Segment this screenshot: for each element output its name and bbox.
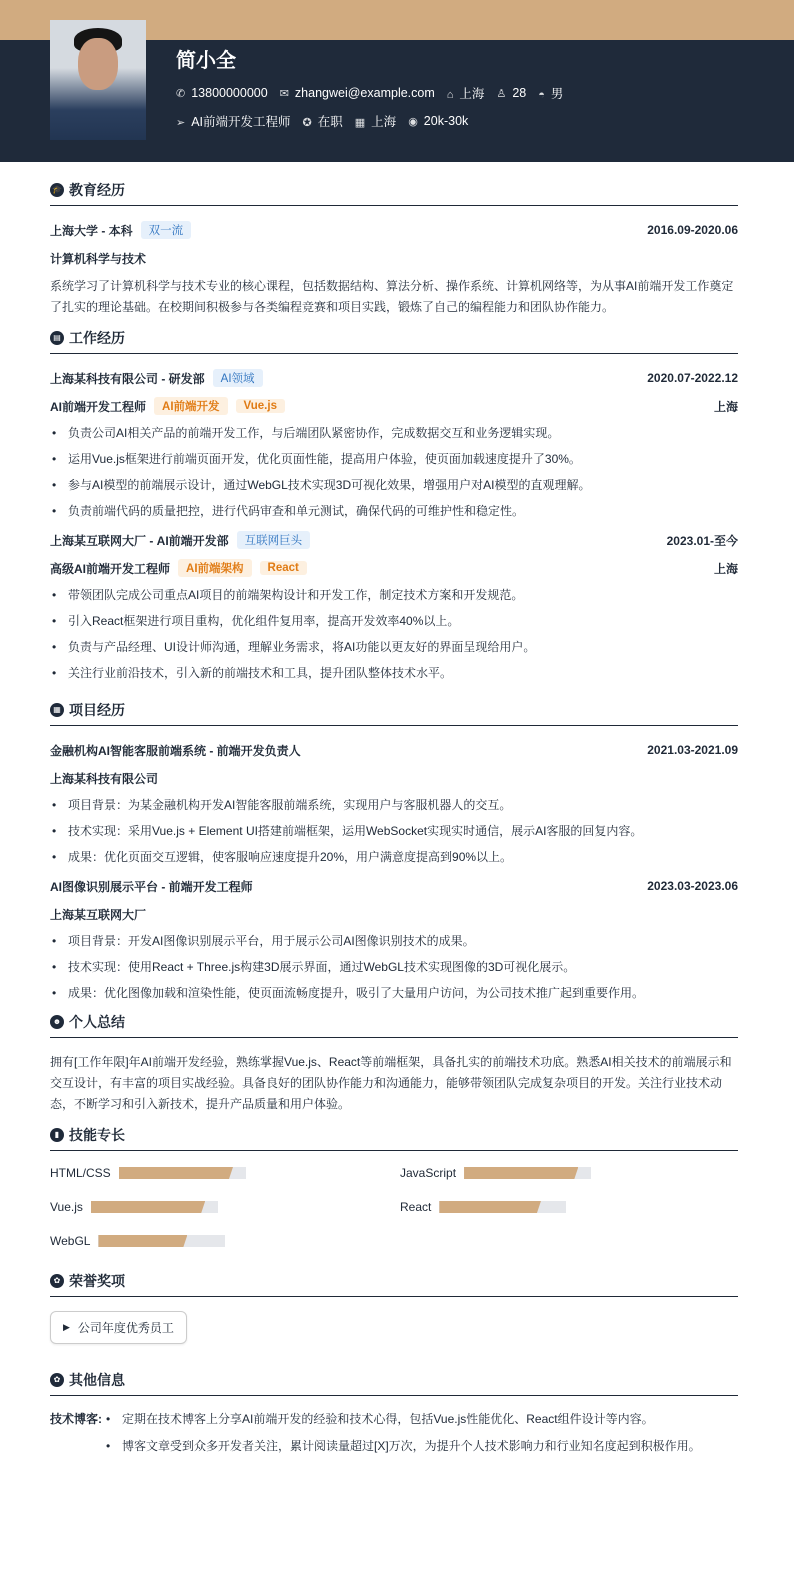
job-tag: AI领域 [213,369,263,387]
job-duties [50,586,738,682]
briefcase-icon: ▤ [50,331,64,345]
job-city: 上海 [713,399,738,414]
skill-item [400,1199,738,1215]
list-item: • 项目背景：为某金融机构开发AI智能客服前端系统，实现用户与客服机器人的交互。 [50,796,738,814]
list-item: • 成果：优化页面交互逻辑，使客服响应速度提升20%，用户满意度提高到90%以上。 [50,848,738,866]
skill-item [50,1233,400,1249]
job-tag: 互联网巨头 [237,531,311,549]
other-section: ✿ 其他信息 技术博客: • 定期在技术博客上分享AI前端开发的经验和技术心得，包括Vue.js性能优化、React组件设计等内容。 • 博客文章受到众多开发者关注，累计阅读量超过[X]万次，为提升个人技术影响力和行业知名度起到积极作用。 [50,1370,738,1474]
award-item: ▶ 公司年度优秀员工 [50,1311,187,1344]
skill-name: Vue.js [50,1200,83,1214]
project-header [50,740,738,760]
project-name: AI图像识别展示平台 - 前端开发工程师 [50,879,253,894]
skill-item [50,1165,400,1181]
summary-section: ☻ 个人总结 拥有[工作年限]年AI前端开发经验，熟练掌握Vue.js、React等前端框架，具备扎实的前端技术功底。熟悉AI相关技术的前端展示和交互设计，有丰富的项目实战经验。具备良好的团队协作能力和沟通能力，能够带领团队完成复杂项目的开发。关注行业技术动态，不断学习和引入新技术，提升产品质量和用户体验。 [50,1012,738,1115]
project-details [50,796,738,866]
job-duties [50,424,738,520]
project-company: 上海某科技有限公司 [50,771,159,786]
skill-item [400,1165,738,1181]
skill-name: React [400,1200,432,1214]
list-item: • 参与AI模型的前端展示设计，通过WebGL技术实现3D可视化效果，增强用户对AI模型的直观理解。 [50,476,738,494]
work-section: ▤ 工作经历 上海某科技有限公司 - 研发部 AI领域 2020.07-2022.12 AI前端开发工程师 AI前端开发 Vue.js 上海 • 负责公司AI相关产品的前端开发工作，与后端团队紧密协作，完成数据交互和业务逻辑实现。 • 运用Vue.js框架进行前端页面开发，优化页面性能，提高用户体验，使页面加载速度提升了30%。 • 参与AI模型的前端展示设计，通过WebGL技术实现3D可视化效果，增强用户对AI模型的直观理解。 • 负责前端代码的质量把控，进行代码审查和单元测试，确保代码的可维护性和稳定性。 上海某互联网大厂 - AI前端开发部 互联网巨头 2023.01-至今 高级AI前端开发工程师 AI前端架构 React 上海 • 带领团队完成公司重点AI项目的前端架构设计和开发工作，制定技术方案和开发规范。 • 引入React框架进行项目重构，优化组件复用率，提高开发效率40%以上。 • 负责与产品经理、UI设计师沟通，理解业务需求，将AI功能以更友好的界面呈现给用户。 • 关注行业前沿技术，引入新的前端技术和工具，提升团队整体技术水平。 [50,328,738,682]
home-icon: ⌂ [446,89,454,101]
list-item: • 定期在技术博客上分享AI前端开发的经验和技术心得，包括Vue.js性能优化、React组件设计等内容。 [104,1410,701,1428]
job-role-row [50,396,738,416]
list-item: • 负责公司AI相关产品的前端开发工作，与后端团队紧密协作，完成数据交互和业务逻辑实现。 [50,424,738,442]
gender-icon: ◓ [538,89,545,101]
age-icon: ♙ [496,88,507,100]
project-date: 2023.03-2023.06 [647,879,738,893]
phone-icon: ✆ [176,88,186,100]
job-role-row [50,558,738,578]
skill-name: WebGL [50,1234,91,1248]
candidate-name: 简小全 [176,50,236,72]
skill-tag: AI前端架构 [178,559,252,577]
skill-tag: React [260,561,307,575]
skill-bar-fill [91,1201,205,1213]
skill-bar-fill [119,1167,233,1179]
job-intent-row: ➢ AI前端开发工程师 ✪ 在职 ▦ 上海 ◉ 20k-30k [176,114,469,129]
building-icon: ▦ [354,117,366,129]
job-city: 上海 [713,561,738,576]
job-company-wrap [50,369,263,387]
job-company-wrap [50,531,310,549]
list-item: • 博客文章受到众多开发者关注，累计阅读量超过[X]万次，为提升个人技术影响力和行业知名度起到积极作用。 [104,1437,701,1455]
skill-tag: AI前端开发 [154,397,228,415]
job-date: 2020.07-2022.12 [647,371,738,385]
project-date: 2021.03-2021.09 [647,743,738,757]
list-item: • 运用Vue.js框架进行前端页面开发，优化页面性能，提高用户体验，使页面加载速度提升了30%。 [50,450,738,468]
education-section: 🎓 教育经历 上海大学 - 本科 双一流 2016.09-2020.06 计算机科学与技术 系统学习了计算机科学与技术专业的核心课程，包括数据结构、算法分析、操作系统、计算机网络等，为从事AI前端开发工作奠定了扎实的理论基础。在校期间积极参与各类编程竞赛和项目实践，锻炼了自己的编程能力和团队协作能力。 [50,181,738,314]
job-role-wrap [50,397,285,415]
skill-bar [464,1167,591,1179]
profile-photo [50,20,146,140]
skill-bar-fill [439,1201,541,1213]
skill-name: HTML/CSS [50,1166,111,1180]
list-item: • 技术实现：使用React + Three.js构建3D展示界面，通过WebGL技术实现图像的3D可视化展示。 [50,958,738,976]
award-icon: ✿ [50,1274,64,1288]
project-header [50,876,738,896]
job-header [50,368,738,388]
job-role: AI前端开发工程师 [50,399,147,414]
job-header [50,530,738,550]
mail-icon: ✉ [279,88,289,100]
list-item: • 带领团队完成公司重点AI项目的前端架构设计和开发工作，制定技术方案和开发规范。 [50,586,738,604]
skill-bar-fill [464,1167,578,1179]
list-item: • 负责前端代码的质量把控，进行代码审查和单元测试，确保代码的可维护性和稳定性。 [50,502,738,520]
project-name: 金融机构AI智能客服前端系统 - 前端开发负责人 [50,743,301,758]
job-role-wrap [50,559,307,577]
user-icon: ☻ [50,1015,64,1029]
salary-icon: ◉ [408,116,418,128]
info-icon: ✿ [50,1373,64,1387]
status-icon: ✪ [302,117,312,129]
project-company-row [50,768,738,788]
project-icon: ▦ [50,703,64,717]
school-tag: 双一流 [141,221,192,239]
list-item: • 关注行业前沿技术，引入新的前端技术和工具，提升团队整体技术水平。 [50,664,738,682]
skill-bar [98,1235,225,1247]
job-company: 上海某互联网大厂 - AI前端开发部 [50,533,229,548]
list-item: • 成果：优化图像加载和渲染性能，使页面流畅度提升，吸引了大量用户访问，为公司技术推广起到重要作用。 [50,984,738,1002]
skills-section: ▮ 技能专长 HTML/CSS JavaScript Vue.js React WebGL [50,1125,738,1249]
job-date: 2023.01-至今 [666,533,738,548]
job-company: 上海某科技有限公司 - 研发部 [50,371,205,386]
list-item: • 引入React框架进行项目重构，优化组件复用率，提高开发效率40%以上。 [50,612,738,630]
play-icon: ▶ [63,1322,70,1332]
skill-bar [439,1201,566,1213]
project-company-row [50,904,738,924]
skill-bar-fill [98,1235,187,1247]
skill-item [50,1199,400,1215]
send-icon: ➢ [176,117,186,129]
skill-bar [119,1167,246,1179]
skill-name: JavaScript [400,1166,457,1180]
project-section: ▦ 项目经历 金融机构AI智能客服前端系统 - 前端开发负责人 2021.03-2021.09 上海某科技有限公司 • 项目背景：为某金融机构开发AI智能客服前端系统，实现用户与客服机器人的交互。 • 技术实现：采用Vue.js + Element UI搭建前端框架，运用WebSocket实现实时通信，展示AI客服的回复内容。 • 成果：优化页面交互逻辑，使客服响应速度提升20%，用户满意度提高到90%以上。 AI图像识别展示平台 - 前端开发工程师 2023.03-2023.06 上海某互联网大厂 • 项目背景：开发AI图像识别展示平台，用于展示公司AI图像识别技术的成果。 • 技术实现：使用React + Three.js构建3D展示界面，通过WebGL技术实现图像的3D可视化展示。 • 成果：优化图像加载和渲染性能，使页面流畅度提升，吸引了大量用户访问，为公司技术推广起到重要作用。 [50,700,738,1002]
list-item: • 技术实现：采用Vue.js + Element UI搭建前端框架，运用WebSocket实现实时通信，展示AI客服的回复内容。 [50,822,738,840]
resume-body [50,170,738,1474]
list-item: • 项目背景：开发AI图像识别展示平台，用于展示公司AI图像识别技术的成果。 [50,932,738,950]
skill-tag: Vue.js [236,399,285,413]
project-details [50,932,738,1002]
chart-icon: ▮ [50,1128,64,1142]
awards-section: ✿ 荣誉奖项 ▶ 公司年度优秀员工 [50,1271,738,1360]
job-role: 高级AI前端开发工程师 [50,561,171,576]
skill-bar [91,1201,218,1213]
graduation-cap-icon: 🎓 [50,183,64,197]
list-item: • 负责与产品经理、UI设计师沟通，理解业务需求，将AI功能以更友好的界面呈现给用户。 [50,638,738,656]
project-company: 上海某互联网大厂 [50,907,147,922]
contact-row: ✆ 13800000000 ✉ zhangwei@example.com ⌂ 上海 ♙ 28 ◓ 男 [176,86,564,101]
